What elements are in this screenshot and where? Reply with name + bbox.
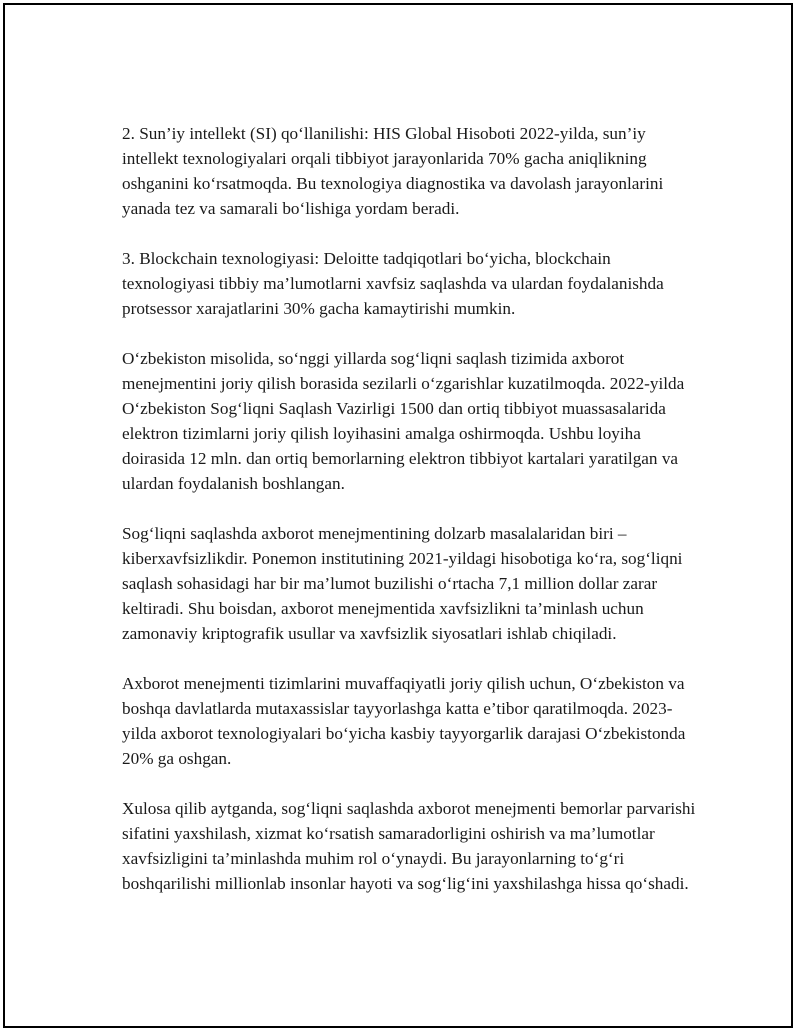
document-page [3, 3, 793, 1028]
paragraph-blockchain: 3. Blockchain texnologiyasi: Deloitte tadqiqotlari bo‘yicha, blockchain texnologiyasi tibbiy ma’lumotlarni xavfsiz saqlashda va ulardan foydalanishda protsessor xarajatlarini 30% gacha kamaytirishi mumkin. [122, 249, 664, 318]
paragraph-specialist-training: Axborot menejmenti tizimlarini muvaffaqiyatli joriy qilish uchun, O‘zbekiston va boshqa davlatlarda mutaxassislar tayyorlashga katta e’tibor qaratilmoqda. 2023-yilda axborot texnologiyalari bo‘yicha kasbiy tayyorgarlik darajasi O‘zbekistonda 20% ga oshgan. [122, 674, 686, 768]
paragraph-ai-usage: 2. Sun’iy intellekt (SI) qo‘llanilishi: HIS Global Hisoboti 2022-yilda, sun’iy intellekt texnologiyalari orqali tibbiyot jarayonlarida 70% gacha aniqlikning oshganini ko‘rsatmoqda. Bu texnologiya diagnostika va davolash jarayonlarini yanada tez va samarali bo‘lishiga yordam beradi. [122, 124, 664, 218]
paragraph-uzbekistan-example: O‘zbekiston misolida, so‘nggi yillarda sog‘liqni saqlash tizimida axborot menejmentini joriy qilish borasida sezilarli o‘zgarishlar kuzatilmoqda. 2022-yilda O‘zbekiston Sog‘liqni Saqlash Vazirligi 1500 dan ortiq tibbiyot muassasalarida elektron tizimlarni joriy qilish loyihasini amalga oshirmoqda. Ushbu loyiha doirasida 12 mln. dan ortiq bemorlarning elektron tibbiyot kartalari yaratilgan va ulardan foydalanish boshlangan. [122, 349, 685, 493]
document-body [122, 121, 702, 921]
paragraph-cybersecurity: Sog‘liqni saqlashda axborot menejmentining dolzarb masalalaridan biri – kiberxavfsizlikdir. Ponemon institutining 2021-yildagi hisobotiga ko‘ra, sog‘liqni saqlash sohasidagi har bir ma’lumot buzilishi o‘rtacha 7,1 million dollar zarar keltiradi. Shu boisdan, axborot menejmentida xavfsizlikni ta’minlash uchun zamonaviy kriptografik usullar va xavfsizlik siyosatlari ishlab chiqiladi. [122, 524, 683, 643]
paragraph-conclusion: Xulosa qilib aytganda, sog‘liqni saqlashda axborot menejmenti bemorlar parvarishi sifatini yaxshilash, xizmat ko‘rsatish samaradorligini oshirish va ma’lumotlar xavfsizligini ta’minlashda muhim rol o‘ynaydi. Bu jarayonlarning to‘g‘ri boshqarilishi millionlab insonlar hayoti va sog‘lig‘ini yaxshilashga hissa qo‘shadi. [122, 799, 696, 893]
